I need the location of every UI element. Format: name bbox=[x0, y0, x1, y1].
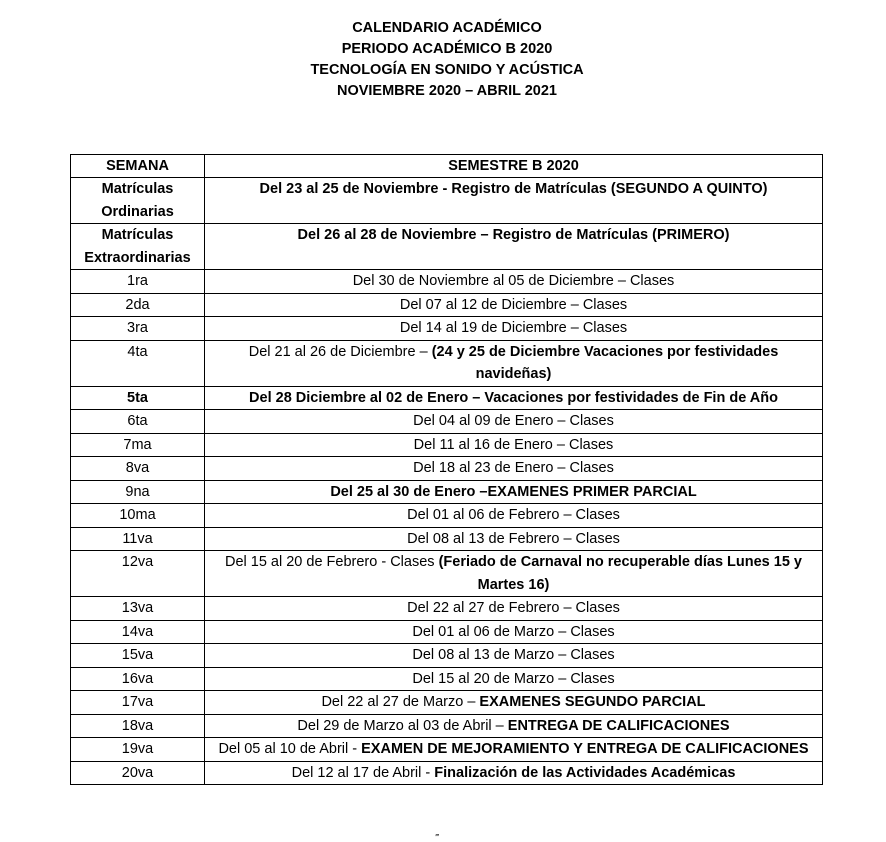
activity-highlight: Finalización de las Actividades Académicas bbox=[434, 764, 736, 781]
table-row bbox=[71, 714, 823, 738]
table-row bbox=[71, 761, 823, 785]
document-header bbox=[0, 18, 886, 102]
activity-highlight: Del 26 al 28 de Noviembre – Registro de Matrículas (PRIMERO) bbox=[297, 227, 730, 243]
activity-cell bbox=[205, 457, 823, 481]
semester-column-header: SEMESTRE B 2020 bbox=[205, 155, 823, 178]
week-cell: 19va bbox=[71, 738, 205, 762]
activity-highlight: Del 28 Diciembre al 02 de Enero – Vacaciones por festividades de Fin de Año bbox=[249, 389, 778, 406]
week-cell: 15va bbox=[71, 644, 205, 668]
week-cell: 5ta bbox=[71, 386, 205, 410]
activity-cell bbox=[205, 293, 823, 317]
activity-text: Del 08 al 13 de Febrero – Clases bbox=[407, 530, 620, 547]
week-cell: 11va bbox=[71, 527, 205, 551]
academic-calendar-table bbox=[70, 154, 823, 785]
table-row bbox=[71, 644, 823, 668]
week-cell: 17va bbox=[71, 691, 205, 715]
activity-highlight: Del 25 al 30 de Enero –EXAMENES PRIMER PARCIAL bbox=[330, 483, 697, 500]
week-cell: 18va bbox=[71, 714, 205, 738]
table-row bbox=[71, 178, 823, 224]
activity-cell bbox=[205, 527, 823, 551]
table-header-row bbox=[71, 155, 823, 178]
activity-text: Del 22 al 27 de Marzo – bbox=[321, 694, 480, 710]
activity-highlight: (Feriado de Carnaval no recuperable días Lunes 15 y Martes 16) bbox=[438, 554, 802, 593]
activity-cell bbox=[205, 738, 823, 762]
doc-title: CALENDARIO ACADÉMICO bbox=[352, 20, 542, 36]
activity-cell bbox=[205, 667, 823, 691]
doc-period: PERIODO ACADÉMICO B 2020 bbox=[341, 41, 553, 57]
activity-cell bbox=[205, 410, 823, 434]
activity-text: Del 11 al 16 de Enero – Clases bbox=[413, 436, 614, 453]
activity-cell bbox=[205, 597, 823, 621]
activity-cell bbox=[205, 714, 823, 738]
activity-cell bbox=[205, 433, 823, 457]
activity-highlight: ENTREGA DE CALIFICACIONES bbox=[507, 717, 730, 734]
table-row bbox=[71, 317, 823, 341]
doc-date-range: NOVIEMBRE 2020 – ABRIL 2021 bbox=[336, 83, 557, 99]
activity-text: Del 01 al 06 de Marzo – Clases bbox=[412, 623, 615, 640]
week-cell: 2da bbox=[71, 293, 205, 317]
activity-highlight: Del 23 al 25 de Noviembre - Registro de Matrículas (SEGUNDO A QUINTO) bbox=[259, 181, 768, 197]
doc-program: TECNOLOGÍA EN SONIDO Y ACÚSTICA bbox=[310, 62, 584, 78]
table-row bbox=[71, 691, 823, 715]
activity-highlight: EXAMEN DE MEJORAMIENTO Y ENTREGA DE CALIFICACIONES bbox=[361, 741, 809, 757]
activity-highlight: EXAMENES SEGUNDO PARCIAL bbox=[479, 694, 706, 710]
table-row bbox=[71, 667, 823, 691]
activity-cell bbox=[205, 340, 823, 386]
table-row bbox=[71, 620, 823, 644]
activity-cell bbox=[205, 551, 823, 597]
activity-cell bbox=[205, 620, 823, 644]
table-row bbox=[71, 457, 823, 481]
activity-text: Del 29 de Marzo al 03 de Abril – bbox=[297, 717, 508, 734]
activity-cell bbox=[205, 480, 823, 504]
activity-cell bbox=[205, 644, 823, 668]
activity-text: Del 01 al 06 de Febrero – Clases bbox=[407, 507, 620, 523]
week-cell: 7ma bbox=[71, 433, 205, 457]
week-cell: 12va bbox=[71, 551, 205, 597]
table-row bbox=[71, 433, 823, 457]
activity-text: Del 14 al 19 de Diciembre – Clases bbox=[399, 320, 628, 336]
table-row bbox=[71, 293, 823, 317]
activity-text: Del 05 al 10 de Abril - bbox=[218, 741, 362, 757]
table-row bbox=[71, 527, 823, 551]
table-row bbox=[71, 551, 823, 597]
table-row bbox=[71, 224, 823, 270]
activity-cell bbox=[205, 691, 823, 715]
activity-text: Del 08 al 13 de Marzo – Clases bbox=[412, 647, 615, 663]
table-row bbox=[71, 504, 823, 528]
week-cell: Matrículas Extraordinarias bbox=[71, 224, 205, 270]
week-cell: 20va bbox=[71, 761, 205, 785]
week-cell: 1ra bbox=[71, 270, 205, 294]
week-cell: 6ta bbox=[71, 410, 205, 434]
week-cell: 16va bbox=[71, 667, 205, 691]
activity-cell bbox=[205, 761, 823, 785]
activity-text: Del 30 de Noviembre al 05 de Diciembre – Clases bbox=[352, 273, 675, 289]
activity-text: Del 22 al 27 de Febrero – Clases bbox=[407, 600, 620, 616]
table-body bbox=[71, 178, 823, 785]
table-row bbox=[71, 386, 823, 410]
activity-cell bbox=[205, 317, 823, 341]
activity-cell bbox=[205, 386, 823, 410]
week-cell: 3ra bbox=[71, 317, 205, 341]
activity-cell bbox=[205, 224, 823, 270]
table-row bbox=[71, 597, 823, 621]
week-cell: Matrículas Ordinarias bbox=[71, 178, 205, 224]
table-row bbox=[71, 410, 823, 434]
activity-text: Del 12 al 17 de Abril - bbox=[291, 764, 435, 781]
activity-cell bbox=[205, 178, 823, 224]
table-row bbox=[71, 480, 823, 504]
week-cell: 14va bbox=[71, 620, 205, 644]
activity-highlight: (24 y 25 de Diciembre Vacaciones por festividades navideñas) bbox=[431, 343, 779, 382]
activity-text: Del 15 al 20 de Marzo – Clases bbox=[412, 670, 615, 687]
week-cell: 13va bbox=[71, 597, 205, 621]
page-mark: ‴ bbox=[436, 833, 439, 842]
activity-text: Del 21 al 26 de Diciembre – bbox=[248, 343, 432, 360]
week-cell: 9na bbox=[71, 480, 205, 504]
week-column-header: SEMANA bbox=[71, 155, 205, 178]
table-row bbox=[71, 340, 823, 386]
week-cell: 10ma bbox=[71, 504, 205, 528]
activity-text: Del 15 al 20 de Febrero - Clases bbox=[224, 554, 439, 570]
activity-text: Del 18 al 23 de Enero – Clases bbox=[413, 460, 614, 476]
table-row bbox=[71, 270, 823, 294]
week-cell: 4ta bbox=[71, 340, 205, 386]
table-row bbox=[71, 738, 823, 762]
activity-cell bbox=[205, 504, 823, 528]
activity-text: Del 04 al 09 de Enero – Clases bbox=[413, 413, 614, 429]
activity-text: Del 07 al 12 de Diciembre – Clases bbox=[399, 296, 628, 313]
activity-cell bbox=[205, 270, 823, 294]
week-cell: 8va bbox=[71, 457, 205, 481]
